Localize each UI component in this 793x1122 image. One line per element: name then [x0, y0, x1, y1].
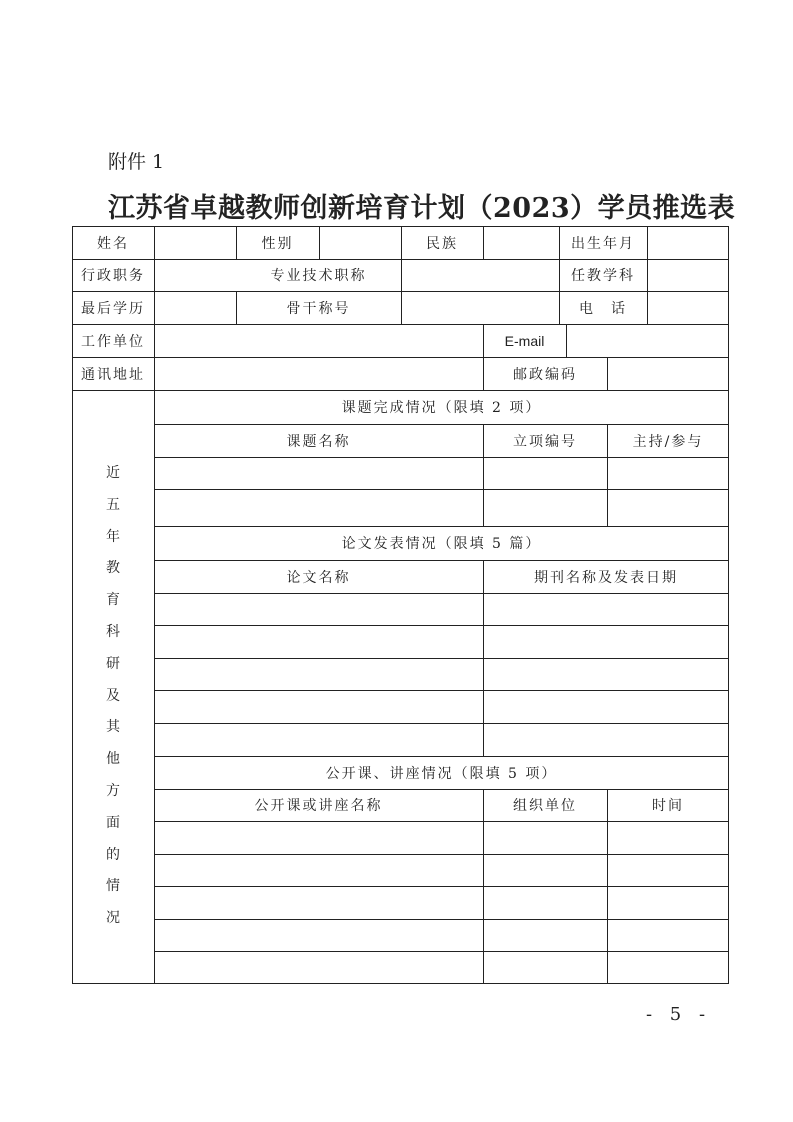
- side-label-char: 五: [106, 496, 120, 513]
- side-label-char: 况: [106, 910, 120, 927]
- col-line: [319, 226, 320, 259]
- row-line: [154, 886, 729, 887]
- col-line: [647, 226, 648, 324]
- col-line: [566, 324, 567, 357]
- side-label-char: 科: [106, 623, 120, 640]
- side-label-char: 面: [106, 814, 120, 831]
- projects-col-number: 立项编号: [513, 433, 577, 450]
- label-subject: 任教学科: [571, 268, 635, 284]
- side-label-char: 方: [106, 782, 120, 799]
- side-label-char: 近: [106, 465, 120, 481]
- row-line: [154, 658, 729, 659]
- row-line: [154, 723, 729, 724]
- lectures-heading: 公开课、讲座情况（限填 5 项）: [325, 765, 558, 782]
- projects-col-role: 主持/参与: [632, 433, 704, 450]
- row-line: [154, 690, 729, 691]
- papers-heading: 论文发表情况（限填 5 篇）: [341, 536, 542, 552]
- attachment-label: 附件 1: [108, 151, 165, 173]
- label-work-unit: 工作单位: [81, 333, 145, 350]
- side-label-char: 情: [106, 878, 120, 895]
- side-label-char: 他: [106, 751, 120, 768]
- side-label-char: 教: [106, 560, 120, 577]
- row-line: [154, 593, 729, 594]
- col-line: [483, 226, 484, 259]
- form-frame: [72, 226, 729, 984]
- label-professional-title: 专业技术职称: [270, 268, 367, 284]
- side-label-char: 研: [106, 655, 120, 672]
- side-label-research: [72, 458, 154, 935]
- label-gender: 性别: [261, 235, 294, 252]
- side-label-char: 年: [106, 528, 120, 545]
- side-label-char: 的: [106, 846, 120, 863]
- projects-heading: 课题完成情况（限填 2 项）: [341, 400, 542, 416]
- label-address: 通讯地址: [81, 366, 145, 383]
- lectures-col-organizer: 组织单位: [513, 798, 577, 814]
- label-admin-post: 行政职务: [81, 268, 145, 284]
- lectures-col-time: 时间: [652, 798, 684, 814]
- label-education: 最后学历: [81, 300, 145, 317]
- form-title: 江苏省卓越教师创新培育计划（2023）学员推选表: [108, 193, 736, 224]
- label-backbone-title: 骨干称号: [286, 300, 351, 317]
- row-line: [154, 625, 729, 626]
- lectures-col-name: 公开课或讲座名称: [254, 798, 383, 814]
- row-line: [154, 919, 729, 920]
- label-email: E-mail: [504, 332, 545, 349]
- side-label-char: 育: [106, 592, 120, 609]
- row-line: [72, 324, 729, 325]
- row-line: [154, 854, 729, 855]
- col-line: [607, 357, 608, 390]
- papers-col-name: 论文名称: [286, 569, 351, 586]
- recommendation-form: [72, 226, 729, 984]
- side-label-char: 其: [106, 719, 120, 736]
- col-line: [154, 226, 155, 984]
- label-birth-date: 出生年月: [571, 235, 635, 252]
- label-name: 姓名: [97, 235, 129, 252]
- row-line: [154, 489, 729, 490]
- papers-col-journal: 期刊名称及发表日期: [534, 569, 678, 586]
- side-label-char: 及: [106, 687, 120, 704]
- row-line: [154, 821, 729, 822]
- row-line: [154, 457, 729, 458]
- projects-col-name: 课题名称: [286, 433, 351, 450]
- row-line: [154, 951, 729, 952]
- page-number: - 5 -: [646, 1004, 712, 1025]
- label-postcode: 邮政编码: [513, 366, 577, 383]
- label-ethnicity: 民族: [426, 235, 458, 252]
- row-line: [72, 357, 729, 358]
- label-phone: 电 话: [579, 300, 627, 317]
